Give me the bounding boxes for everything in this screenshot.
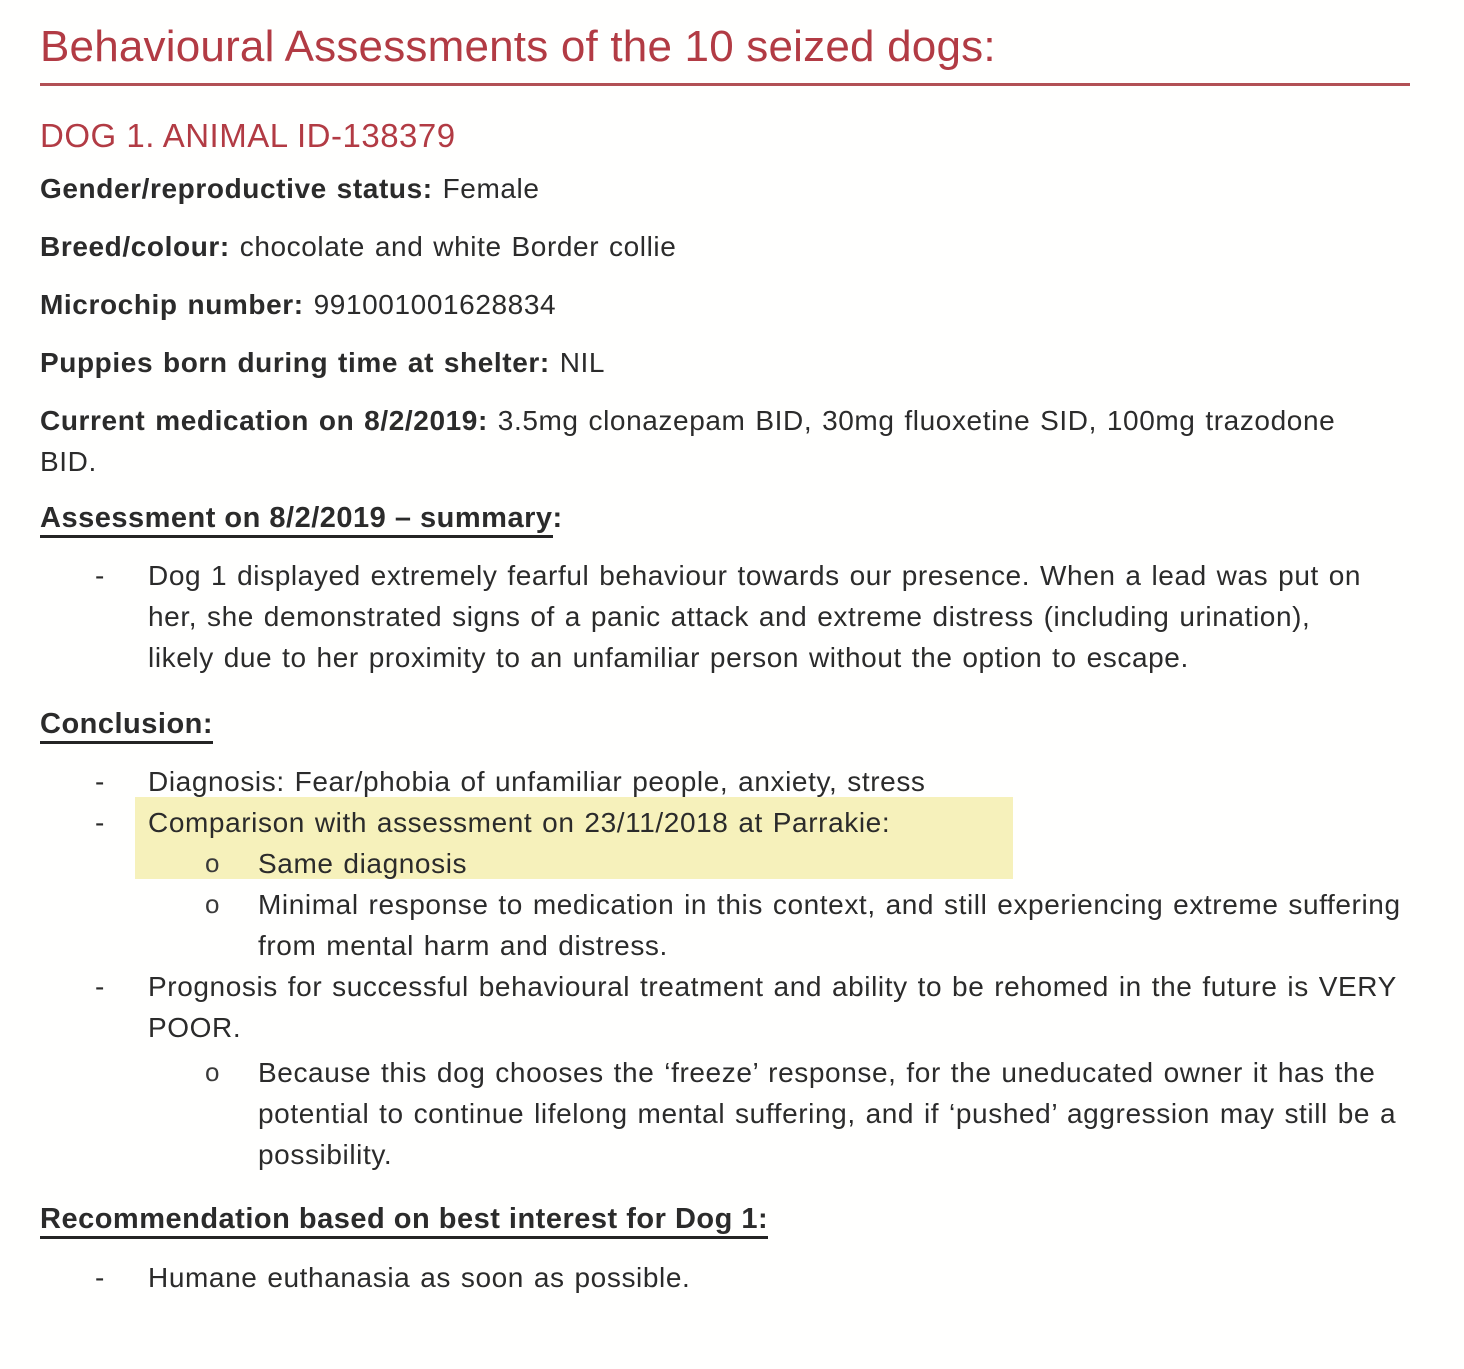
field-medication-value: 3.5mg clonazepam BID, 30mg fluoxetine SID, 100mg trazodone BID. — [40, 405, 1336, 477]
circle-bullet: o — [205, 889, 221, 919]
circle-bullet: o — [205, 848, 221, 878]
field-medication — [40, 400, 1340, 482]
circle-bullet: o — [205, 1057, 221, 1087]
field-breed-label: Breed/colour: — [40, 231, 230, 262]
field-breed — [40, 226, 1464, 267]
conclusion-same-diagnosis-text: Same diagnosis — [258, 848, 468, 879]
conclusion-minimal-response-text: Minimal response to medication in this context, and still experiencing extreme suffering from mental harm and distress. — [258, 889, 1401, 961]
conclusion-heading-text: Conclusion: — [40, 708, 213, 744]
dash-bullet: - — [95, 560, 105, 591]
assessment-heading-colon: : — [552, 502, 563, 534]
conclusion-item-prognosis — [0, 966, 1464, 1048]
recommendation-bullet — [0, 1257, 1464, 1298]
dash-bullet: - — [95, 971, 105, 1002]
field-microchip — [40, 284, 1464, 325]
conclusion-because-text: Because this dog chooses the ‘freeze’ response, for the uneducated owner it has the potential to continue lifelong mental suffering, and if ‘pushed’ aggression may still be a possibility. — [258, 1057, 1397, 1170]
field-gender-label: Gender/reproductive status: — [40, 173, 433, 204]
recommendation-heading — [40, 1199, 1464, 1240]
title-rule — [40, 83, 1410, 86]
summary-bullet — [0, 555, 1464, 678]
assessment-heading-text: Assessment on 8/2/2019 – summary — [40, 502, 553, 538]
conclusion-diagnosis-text: Diagnosis: Fear/phobia of unfamiliar people, anxiety, stress — [148, 766, 926, 797]
highlighted-block — [0, 802, 1464, 884]
conclusion-subitem-because — [0, 1052, 1464, 1175]
conclusion-heading — [40, 704, 1464, 745]
dash-bullet: - — [95, 807, 105, 838]
dash-bullet: - — [95, 1262, 105, 1293]
summary-bullet-text: Dog 1 displayed extremely fearful behaviour towards our presence. When a lead was put on her, she demonstrated signs of a panic attack and extreme distress (including urination), likely due to her proximity to an unfamiliar person without the option to escape. — [148, 560, 1362, 673]
dog-heading: DOG 1. ANIMAL ID-138379 — [40, 117, 456, 154]
field-puppies-label: Puppies born during time at shelter: — [40, 347, 550, 378]
conclusion-subitem-minimal-response — [0, 884, 1464, 966]
conclusion-prognosis-text: Prognosis for successful behavioural treatment and ability to be rehomed in the future is VERY POOR. — [148, 971, 1397, 1043]
field-gender-value: Female — [442, 173, 540, 204]
recommendation-heading-text: Recommendation based on best interest for Dog 1: — [40, 1203, 768, 1239]
page-title: Behavioural Assessments of the 10 seized dogs: — [40, 22, 996, 71]
field-puppies — [40, 342, 1464, 383]
dash-bullet: - — [95, 766, 105, 797]
field-gender — [40, 168, 1464, 209]
field-microchip-value: 991001001628834 — [313, 289, 557, 320]
assessment-heading — [40, 498, 1464, 539]
field-breed-value: chocolate and white Border collie — [239, 231, 677, 262]
field-microchip-label: Microchip number: — [40, 289, 304, 320]
field-medication-label: Current medication on 8/2/2019: — [40, 405, 488, 436]
conclusion-comparison-text: Comparison with assessment on 23/11/2018 at Parrakie: — [148, 807, 891, 838]
recommendation-bullet-text: Humane euthanasia as soon as possible. — [148, 1262, 691, 1293]
conclusion-item-diagnosis — [0, 761, 1464, 802]
conclusion-item-comparison — [0, 802, 1464, 843]
conclusion-subitem-same-diagnosis — [0, 843, 1464, 884]
field-puppies-value: NIL — [559, 347, 606, 378]
